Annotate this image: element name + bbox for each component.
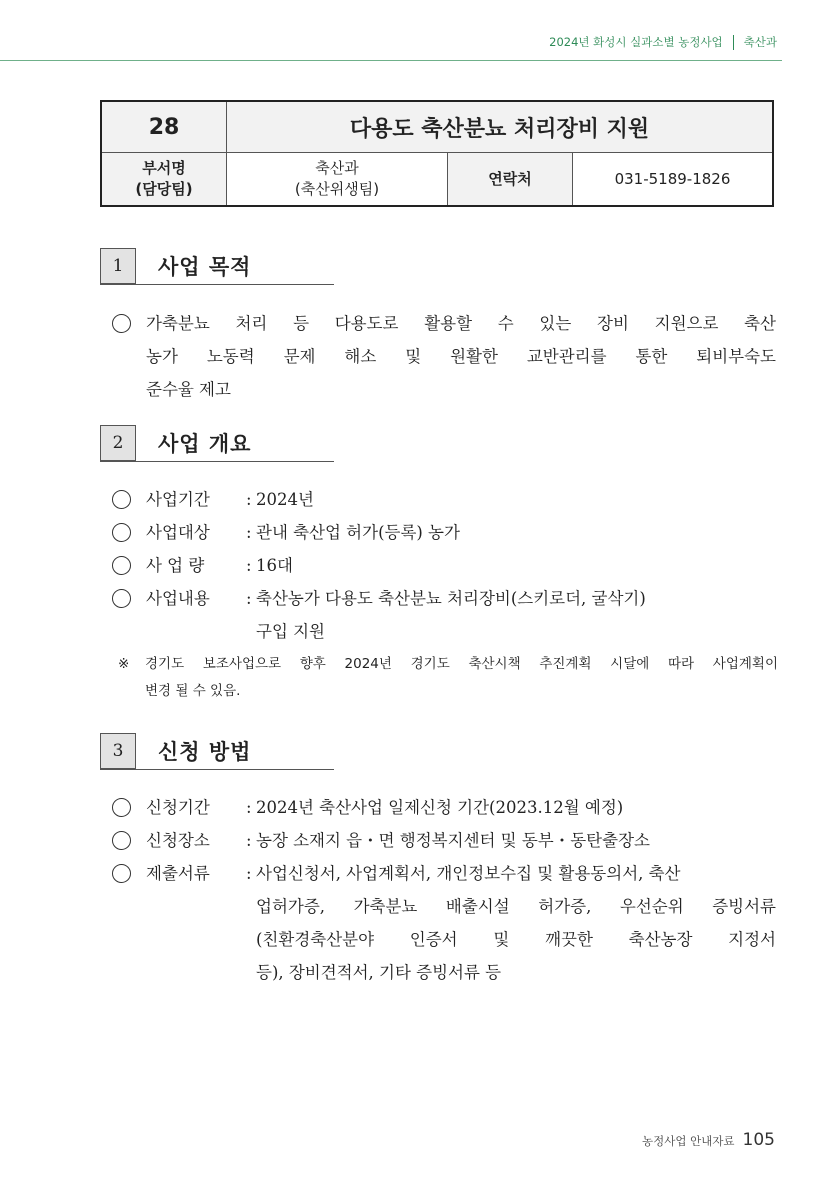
header-rule xyxy=(0,60,782,61)
list-item: 사업기간 : 2024년 xyxy=(112,483,776,516)
section-title: 사업 개요 xyxy=(158,432,252,456)
list-item: 사 업 량 : 16대 xyxy=(112,549,776,582)
page-footer xyxy=(642,1130,775,1150)
running-header xyxy=(549,34,777,50)
section-heading-purpose xyxy=(100,248,334,285)
list-item: 가축분뇨 처리 등 다용도로 활용할 수 있는 장비 지원으로 축산 농가 노동력 문제 해소 및 원활한 교반관리를 통한 퇴비부숙도 준수율 제고 xyxy=(112,307,776,406)
bullet-circle-icon xyxy=(112,314,131,333)
application-content xyxy=(112,791,776,989)
bullet-circle-icon xyxy=(112,589,131,608)
bullet-circle-icon xyxy=(112,864,131,883)
project-title: 다용도 축산분뇨 처리장비 지원 xyxy=(227,101,774,153)
bullet-circle-icon xyxy=(112,831,131,850)
bullet-circle-icon xyxy=(112,798,131,817)
section-number: 1 xyxy=(100,248,136,284)
page-number: 105 xyxy=(742,1130,775,1150)
overview-note: ※ 경기도 보조사업으로 향후 2024년 경기도 축산시책 추진계획 시달에 따라 사업계획이 변경 될 수 있음. xyxy=(118,651,778,705)
section-heading-overview xyxy=(100,425,334,462)
bullet-circle-icon xyxy=(112,556,131,575)
purpose-content xyxy=(112,307,776,406)
list-item: 제출서류 : 사업신청서, 사업계획서, 개인정보수집 및 활용동의서, 축산 업허가증, 가축분뇨 배출시설 허가증, 우선순위 증빙서류 (친환경축산분야 인증서 및 깨끗한 축산농장 지정서 등), 장비견적서, 기타 증빙서류 등 xyxy=(112,857,776,989)
section-number: 2 xyxy=(100,425,136,461)
bullet-circle-icon xyxy=(112,523,131,542)
dept-value: 축산과 (축산위생팀) xyxy=(227,153,448,207)
overview-content xyxy=(112,483,776,648)
project-number: 28 xyxy=(101,101,227,153)
bullet-circle-icon xyxy=(112,490,131,509)
header-doc-title: 2024년 화성시 실과소별 농정사업 xyxy=(549,35,723,49)
contact-value: 031-5189-1826 xyxy=(573,153,774,207)
section-heading-application xyxy=(100,733,334,770)
dept-label: 부서명 (담당팀) xyxy=(101,153,227,207)
list-item: 신청장소 : 농장 소재지 읍・면 행정복지센터 및 동부・동탄출장소 xyxy=(112,824,776,857)
list-item: 사업대상 : 관내 축산업 허가(등록) 농가 xyxy=(112,516,776,549)
contact-label: 연락처 xyxy=(448,153,573,207)
footer-label: 농정사업 안내자료 xyxy=(642,1134,735,1148)
list-item: 사업내용 : 축산농가 다용도 축산분뇨 처리장비(스키로더, 굴삭기) 구입 지원 xyxy=(112,582,776,648)
list-item: 신청기간 : 2024년 축산사업 일제신청 기간(2023.12월 예정) xyxy=(112,791,776,824)
note-mark: ※ xyxy=(118,656,130,672)
project-title-table xyxy=(100,100,774,207)
section-title: 사업 목적 xyxy=(158,255,252,279)
header-separator xyxy=(733,35,734,50)
header-section: 축산과 xyxy=(743,35,777,49)
section-number: 3 xyxy=(100,733,136,769)
section-title: 신청 방법 xyxy=(158,740,252,764)
